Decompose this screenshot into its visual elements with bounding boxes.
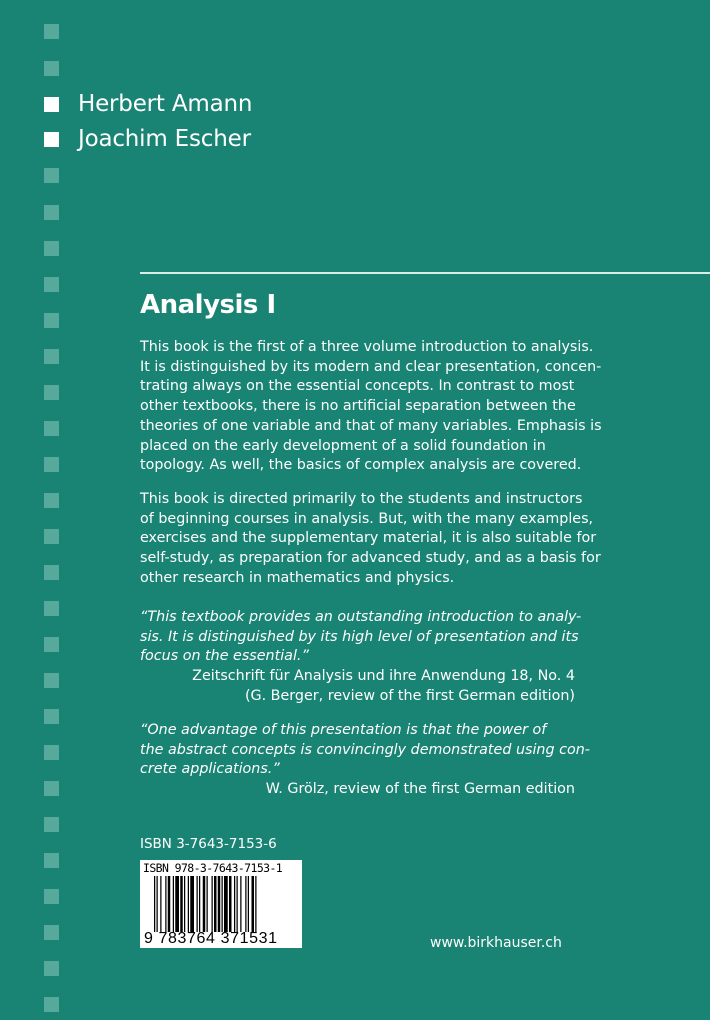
barcode-bar xyxy=(154,876,155,932)
barcode-bar xyxy=(234,876,235,932)
quote-line: “One advantage of this presentation is that the power of xyxy=(140,722,547,738)
barcode-bar xyxy=(237,876,238,932)
barcode-bar xyxy=(212,876,213,932)
quote-line: crete applications.” xyxy=(140,761,280,778)
text-line: This book is directed primarily to the students and instructors xyxy=(140,491,583,507)
deco-square xyxy=(44,781,59,796)
deco-square xyxy=(44,277,59,292)
deco-square xyxy=(44,24,59,39)
book-title: Analysis I xyxy=(140,290,276,320)
barcode-bar xyxy=(197,876,198,932)
quote-line: focus on the essential.” xyxy=(140,648,309,665)
author-name: Joachim Escher xyxy=(78,126,251,152)
barcode-bar xyxy=(207,876,208,932)
barcode xyxy=(140,860,302,948)
barcode-bar xyxy=(255,876,256,932)
barcode-bar xyxy=(214,876,217,932)
quote-line: sis. It is distinguished by its high level of presentation and its xyxy=(140,628,579,645)
review-quote-1 xyxy=(140,608,585,707)
text-line: theories of one variable and that of many variables. Emphasis is xyxy=(140,417,602,434)
barcode-bar xyxy=(229,876,232,932)
barcode-bar xyxy=(224,876,228,932)
deco-square xyxy=(44,349,59,364)
barcode-bar xyxy=(173,876,174,932)
deco-square xyxy=(44,493,59,508)
barcode-isbn-text: ISBN 978-3-7643-7153-1 xyxy=(143,861,283,875)
barcode-bar xyxy=(184,876,185,932)
deco-square xyxy=(44,565,59,580)
deco-square xyxy=(44,313,59,328)
deco-square xyxy=(44,205,59,220)
review-quote-2 xyxy=(140,721,590,800)
barcode-bar xyxy=(248,876,249,932)
text-line: of beginning courses in analysis. But, with the many examples, xyxy=(140,510,594,527)
barcode-bar xyxy=(199,876,200,932)
barcode-bar xyxy=(165,876,166,932)
quote-source: Zeitschrift für Analysis und ihre Anwendung 18, No. 4 xyxy=(192,668,575,685)
deco-square xyxy=(44,637,59,652)
barcode-bar xyxy=(218,876,221,932)
text-line: self-study, as preparation for advanced study, and as a basis for xyxy=(140,550,601,567)
barcode-bar xyxy=(188,876,189,932)
deco-square xyxy=(44,385,59,400)
barcode-bar xyxy=(252,876,255,932)
barcode-bar xyxy=(157,876,158,932)
text-line: This book is the first of a three volume introduction to analysis. xyxy=(140,339,594,355)
deco-square xyxy=(44,889,59,904)
text-line: topology. As well, the basics of complex analysis are covered. xyxy=(140,457,582,474)
barcode-bars xyxy=(154,876,294,932)
quote-source: (G. Berger, review of the first German edition) xyxy=(244,687,575,704)
text-line: exercises and the supplementary material, it is also suitable for xyxy=(140,530,597,547)
barcode-bar xyxy=(245,876,246,932)
description-paragraph-1 xyxy=(140,338,602,476)
text-line: other research in mathematics and physics. xyxy=(140,569,455,586)
isbn-label: ISBN 3-7643-7153-6 xyxy=(140,836,277,852)
deco-square xyxy=(44,997,59,1012)
description-paragraph-2 xyxy=(140,490,601,589)
quote-line: “This textbook provides an outstanding introduction to analy- xyxy=(140,609,582,625)
deco-square xyxy=(44,709,59,724)
deco-square xyxy=(44,529,59,544)
divider-line xyxy=(140,272,710,274)
barcode-bar xyxy=(240,876,241,932)
barcode-bar xyxy=(222,876,223,932)
barcode-bar xyxy=(175,876,179,932)
author-bullet-square xyxy=(44,132,59,147)
quote-line: the abstract concepts is convincingly demonstrated using con- xyxy=(140,741,590,758)
barcode-bar xyxy=(180,876,183,932)
deco-square xyxy=(44,745,59,760)
author-bullet-square xyxy=(44,97,59,112)
deco-square xyxy=(44,601,59,616)
barcode-bar xyxy=(168,876,171,932)
deco-square xyxy=(44,961,59,976)
quote-source: W. Grölz, review of the first German edition xyxy=(265,781,575,798)
barcode-bar xyxy=(190,876,194,932)
publisher-website: www.birkhauser.ch xyxy=(430,935,562,951)
author-name: Herbert Amann xyxy=(78,91,253,117)
barcode-bar xyxy=(160,876,161,932)
deco-square xyxy=(44,673,59,688)
deco-square xyxy=(44,925,59,940)
deco-square xyxy=(44,421,59,436)
barcode-bar xyxy=(203,876,206,932)
text-line: other textbooks, there is no artificial separation between the xyxy=(140,398,576,415)
deco-square xyxy=(44,817,59,832)
text-line: trating always on the essential concepts. In contrast to most xyxy=(140,378,575,395)
deco-square xyxy=(44,457,59,472)
text-line: It is distinguished by its modern and clear presentation, concen- xyxy=(140,358,602,375)
deco-square xyxy=(44,61,59,76)
barcode-digits: 9 783764 371531 xyxy=(144,930,278,947)
text-line: placed on the early development of a solid foundation in xyxy=(140,437,546,454)
deco-square xyxy=(44,168,59,183)
deco-square xyxy=(44,241,59,256)
deco-square xyxy=(44,853,59,868)
